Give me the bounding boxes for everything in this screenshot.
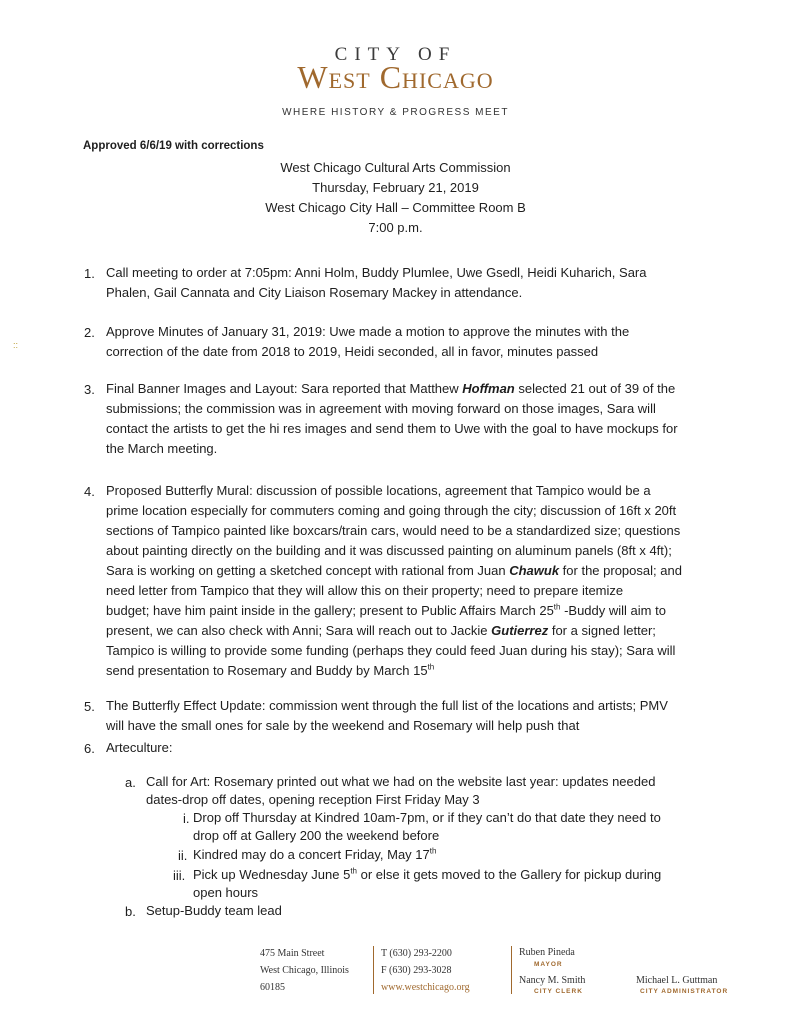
item-number: 6. [84,741,95,756]
item-number: 2. [84,325,95,340]
mayor-name: Ruben Pineda [519,947,575,958]
item-line: prime location especially for commuters coming and going through the city; discussion of 16ft x 20ft [106,503,677,518]
meeting-location: West Chicago City Hall – Committee Room B [265,200,526,215]
item-line: Tampico is willing to provide some funding (perhaps they could feed Juan during his stay); Sara will [106,643,676,658]
item-line: submissions; the commission was in agreement with moving forward on those images, Sara will [106,401,656,416]
item-line: The Butterfly Effect Update: commission went through the full list of the locations and artists; PMV [106,698,668,713]
item-line: budget; have him paint inside in the gallery; present to Public Affairs March 25th -Buddy will aim to [106,602,666,618]
item-line: present, we can also check with Anni; Sara will reach out to Jackie Gutierrez for a signed letter; [106,623,656,638]
meeting-date: Thursday, February 21, 2019 [312,180,479,195]
item-line: Approve Minutes of January 31, 2019: Uwe made a motion to approve the minutes with the [106,324,630,339]
item-line: drop off at Gallery 200 the weekend before [193,828,440,843]
footer-website-link[interactable]: www.westchicago.org [381,982,470,993]
footer-phone: T (630) 293-2200 [381,948,452,959]
item-line: dates-drop off dates, opening reception First Friday May 3 [146,792,480,807]
item-line: open hours [193,885,259,900]
item-number: 4. [84,484,95,499]
item-line: about painting directly on the building and it was discussed painting on aluminum panels (8ft x 4ft); [106,543,672,558]
item-line: Phalen, Gail Cannata and City Liaison Rosemary Mackey in attendance. [106,285,523,300]
item-line: Setup-Buddy team lead [146,903,282,918]
letterhead-city-of: CITY OF [334,44,457,65]
item-line: Final Banner Images and Layout: Sara reported that Matthew Hoffman selected 21 out of 39 of the [106,381,676,396]
name-emphasis: Hoffman [462,381,515,396]
footer-divider [511,946,512,994]
clerk-name: Nancy M. Smith [519,975,586,986]
letterhead-tagline: WHERE HISTORY & PROGRESS MEET [282,107,509,118]
item-number: 5. [84,699,95,714]
item-line: Pick up Wednesday June 5th or else it gets moved to the Gallery for pickup during [193,866,662,882]
item-line: the March meeting. [106,441,218,456]
item-line: Call meeting to order at 7:05pm: Anni Holm, Buddy Plumlee, Uwe Gsedl, Heidi Kuharich, Sara [106,265,647,280]
clerk-title: CITY CLERK [534,988,583,995]
item-line: contact the artists to get the hi res images and send them to Uwe with the goal to have mockups for [106,421,678,436]
item-line: Drop off Thursday at Kindred 10am-7pm, or if they can’t do that date they need to [193,810,661,825]
sub-item-label: b. [125,904,136,919]
mayor-title: MAYOR [534,961,563,968]
meeting-time: 7:00 p.m. [368,220,423,235]
item-line: need letter from Tampico that they will allow this on their property; need to prepare itemize [106,583,624,598]
item-line: Sara is working on getting a sketched concept with rational from Juan Chawuk for the proposal; and [106,563,682,578]
sub-item-label: ii. [178,848,188,863]
sub-item-label: a. [125,775,136,790]
administrator-title: CITY ADMINISTRATOR [640,988,729,995]
item-line: Proposed Butterfly Mural: discussion of possible locations, agreement that Tampico would be a [106,483,651,498]
sub-item-label: i. [183,811,190,826]
footer-address-line: 475 Main Street [260,948,325,959]
administrator-name: Michael L. Guttman [636,975,718,986]
item-line: send presentation to Rosemary and Buddy by March 15th [106,662,435,678]
footer-address-line: 60185 [260,982,285,993]
margin-marker: :: [13,340,19,350]
item-number: 1. [84,266,95,281]
item-line: Call for Art: Rosemary printed out what we had on the website last year: updates needed [146,774,656,789]
item-number: 3. [84,382,95,397]
item-line: Arteculture: [106,740,173,755]
name-emphasis: Gutierrez [491,623,549,638]
name-emphasis: Chawuk [509,563,560,578]
footer-address-line: West Chicago, Illinois [260,965,349,976]
item-line: Kindred may do a concert Friday, May 17th [193,846,437,862]
footer-fax: F (630) 293-3028 [381,965,452,976]
item-line: sections of Tampico painted like boxcars/train cars, would need to be a standardized size; questions [106,523,681,538]
item-line: correction of the date from 2018 to 2019, Heidi seconded, all in favor, minutes passed [106,344,599,359]
approval-note: Approved 6/6/19 with corrections [83,140,264,152]
item-line: will have the small ones for sale by the weekend and Rosemary will help push that [106,718,580,733]
letterhead-city-name: West Chicago [297,59,494,95]
footer-divider [373,946,374,994]
sub-item-label: iii. [173,868,186,883]
meeting-org: West Chicago Cultural Arts Commission [280,160,511,175]
